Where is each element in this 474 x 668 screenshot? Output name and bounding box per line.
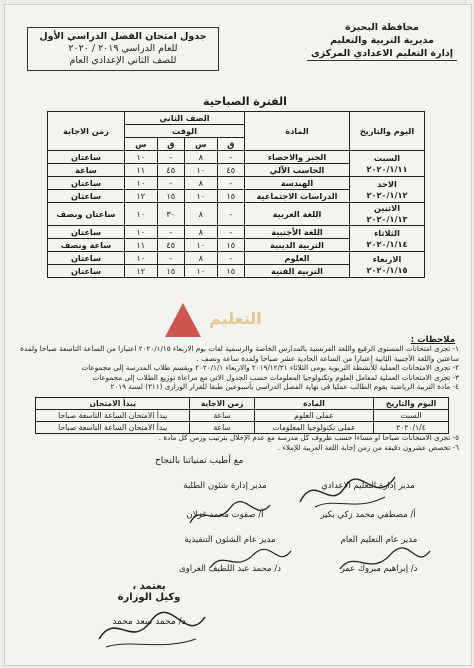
practical-duration: ساعة bbox=[190, 422, 254, 434]
signature-name: د/ إبراهيم مبروك عمر bbox=[340, 564, 418, 574]
directorate-label: مديرية التربية والتعليم bbox=[330, 35, 434, 46]
to-minute-cell: ١٥ bbox=[157, 265, 184, 278]
watermark-logo-icon bbox=[165, 303, 201, 337]
day-date-cell bbox=[350, 151, 425, 177]
signature-title: مدير إدارة التعليم الاعدادي bbox=[321, 481, 415, 491]
duration-cell: ساعتان bbox=[48, 265, 125, 278]
day-label: الاربعاء bbox=[372, 253, 402, 264]
from-hour-cell: ١٠ bbox=[185, 164, 218, 177]
to-hour-cell: ١٢ bbox=[125, 265, 158, 278]
note-item: ٣- تجرى الامتحانات العملية لمعامل العلوم وتكنولوجيا المعلومات حسب الجدول الاتي مع مراعاة توزيع الطلاب إلى مجموعات bbox=[92, 372, 459, 382]
practical-start: يبدأ الامتحان الساعة التاسعة صباحا bbox=[36, 410, 190, 422]
to-hour-cell: ١٠ bbox=[125, 177, 158, 190]
to-minute-cell: - bbox=[157, 177, 184, 190]
table-row bbox=[36, 422, 449, 434]
practical-start: يبدأ الامتحان الساعة التاسعة صباحا bbox=[36, 422, 190, 434]
to-hour-cell: ١٠ bbox=[125, 151, 158, 164]
to-minute-cell: ١٥ bbox=[157, 190, 184, 203]
table-row bbox=[36, 410, 449, 422]
from-hour-cell: ٨ bbox=[185, 203, 218, 226]
subject-cell: العلوم bbox=[245, 252, 350, 265]
duration-cell: ساعتان bbox=[48, 177, 125, 190]
table-row bbox=[48, 252, 425, 265]
to-minute-cell: - bbox=[157, 226, 184, 239]
from-minute-cell: - bbox=[217, 177, 244, 190]
date-label: ٢٠٢٠/١/١٣ bbox=[366, 214, 408, 224]
table-row bbox=[48, 151, 425, 164]
subject-cell: اللغة العربية bbox=[245, 203, 350, 226]
exam-schedule-table bbox=[47, 111, 425, 278]
day-date-cell bbox=[350, 226, 425, 252]
tail-notes bbox=[19, 433, 459, 452]
subject-cell: الحاسب الآلي bbox=[245, 164, 350, 177]
note-item: ٢- تجرى الامتحانات العملية للأنشطة التربوية يومى الثلاثاء ٢٠١٩/١٢/٣١ والاربعاء ٢٠٢٠/١/١ ويقسم طلاب المدرسة إلى مجموعات bbox=[81, 363, 459, 372]
to-hour-cell: ١٠ bbox=[125, 252, 158, 265]
from-minute-cell: ١٥ bbox=[217, 239, 244, 252]
signature-name: أ/ صفوت محمد غزلان bbox=[186, 510, 264, 520]
to-minute-cell: - bbox=[157, 252, 184, 265]
from-hour-cell: ٨ bbox=[185, 226, 218, 239]
practical-col-duration: زمن الاجابة bbox=[190, 398, 254, 410]
table-row bbox=[48, 203, 425, 226]
from-minute-cell: ١٥ bbox=[217, 265, 244, 278]
table-row bbox=[48, 177, 425, 190]
document-page bbox=[4, 4, 472, 666]
period-title: الفترة الصباحية bbox=[203, 95, 287, 108]
from-minute-cell: - bbox=[217, 226, 244, 239]
subject-cell: الهندسة bbox=[245, 177, 350, 190]
practical-subject: عملى العلوم bbox=[254, 410, 373, 422]
day-date-cell bbox=[350, 177, 425, 203]
day-label: السبت bbox=[373, 152, 401, 163]
note-item: ٤- مادة التربية الرياضية يقوم الطالب عمليا فى نهاية الفصل الدراسي بأسبوعين طبقا للقرار الوزارى (٣١١) لسنة ٢٠١٩ bbox=[110, 382, 459, 391]
duration-cell: ساعة ونصف bbox=[48, 239, 125, 252]
table-row bbox=[48, 226, 425, 239]
date-label: ٢٠٢٠/١/١٤ bbox=[366, 238, 408, 249]
day-date-cell bbox=[350, 252, 425, 278]
from-minute-cell: - bbox=[217, 252, 244, 265]
from-hour-cell: ١٠ bbox=[185, 190, 218, 203]
note-item: ٥- تجرى الامتحانات صباحا او مساءا حسب ظروف كل مدرسة مع عدم الإخلال بترتيب وزمن كل مادة . bbox=[158, 433, 459, 442]
academic-year: للعام الدراسي ٢٠١٩ / ٢٠٢٠ bbox=[68, 43, 178, 54]
col-from-m: ق bbox=[217, 138, 244, 151]
col-day-header: اليوم والتاريخ bbox=[350, 112, 425, 151]
schedule-title: جدول امتحان الفصل الدراسي الأول bbox=[39, 31, 207, 42]
to-minute-cell: ٤٥ bbox=[157, 239, 184, 252]
col-from-h: س bbox=[185, 138, 218, 151]
duration-cell: ساعتان bbox=[48, 151, 125, 164]
from-hour-cell: ٨ bbox=[185, 177, 218, 190]
col-grade-header: الصف الثاني bbox=[125, 112, 245, 125]
deputy-title: وكيل الوزارة bbox=[117, 592, 181, 603]
approval-label: يعتمد ، bbox=[132, 581, 166, 592]
schedule-header bbox=[27, 27, 219, 71]
notes-list bbox=[19, 344, 459, 392]
col-time-header: الوقت bbox=[125, 125, 245, 138]
from-minute-cell: - bbox=[217, 203, 244, 226]
handwritten-signature-icon bbox=[335, 541, 435, 581]
practical-duration: ساعة bbox=[190, 410, 254, 422]
to-minute-cell: ٤٥ bbox=[157, 164, 184, 177]
deputy-name: د/ محمد سعد محمد bbox=[112, 617, 186, 627]
watermark bbox=[145, 303, 305, 343]
from-hour-cell: ١٠ bbox=[185, 239, 218, 252]
handwritten-signature-icon bbox=[205, 543, 295, 577]
department-label: إدارة التعليم الاعدادي المركزى bbox=[307, 47, 457, 61]
day-label: الاثنين bbox=[373, 203, 401, 213]
from-hour-cell: ٨ bbox=[185, 252, 218, 265]
subject-cell: الدراسات الاجتماعية bbox=[245, 190, 350, 203]
practical-date: ٢٠٢٠/١/٤ bbox=[374, 422, 449, 434]
practical-col-date: اليوم والتاريخ bbox=[374, 398, 449, 410]
to-hour-cell: ١١ bbox=[125, 239, 158, 252]
from-minute-cell: ١٥ bbox=[217, 190, 244, 203]
practical-exams-table bbox=[35, 397, 449, 434]
from-minute-cell: ٤٥ bbox=[217, 164, 244, 177]
day-label: الثلاثاء bbox=[374, 227, 400, 238]
from-hour-cell: ٨ bbox=[185, 151, 218, 164]
notes-title: ملاحظات : bbox=[410, 335, 455, 345]
to-hour-cell: ١٠ bbox=[125, 226, 158, 239]
practical-col-subject: المادة bbox=[254, 398, 373, 410]
col-duration-header: زمن الاجابة bbox=[48, 112, 125, 151]
watermark-text: التعليم bbox=[209, 309, 262, 328]
subject-cell: الجبر والاحصاء bbox=[245, 151, 350, 164]
signature-title: مدير عام الشئون التنفيذية bbox=[184, 535, 276, 545]
col-subject-header: المادة bbox=[245, 112, 350, 151]
from-hour-cell: ١٠ bbox=[185, 265, 218, 278]
practical-subject: عملى تكنولوجيا المعلومات bbox=[254, 422, 373, 434]
to-minute-cell: ٣٠ bbox=[157, 203, 184, 226]
duration-cell: ساعة bbox=[48, 164, 125, 177]
grade-label: للصف الثاني الإعدادي العام bbox=[69, 55, 177, 66]
handwritten-signature-icon bbox=[91, 605, 211, 653]
to-hour-cell: ١٢ bbox=[125, 190, 158, 203]
date-label: ٢٠٢٠/١/١٥ bbox=[366, 264, 408, 275]
day-label: الاحد bbox=[377, 178, 397, 189]
wishes-text: مع أطيب تمنياتنا بالنجاح bbox=[155, 456, 244, 466]
duration-cell: ساعتان bbox=[48, 190, 125, 203]
date-label: ٢٠٢٠/١/١٢ bbox=[366, 189, 408, 200]
to-hour-cell: ١٠ bbox=[125, 203, 158, 226]
handwritten-signature-icon bbox=[295, 467, 405, 517]
signature-name: أ/ مصطفي محمد زكي بكير bbox=[320, 510, 416, 520]
duration-cell: ساعتان bbox=[48, 252, 125, 265]
subject-cell: التربية الفنية bbox=[245, 265, 350, 278]
duration-cell: ساعتان bbox=[48, 226, 125, 239]
from-minute-cell: - bbox=[217, 151, 244, 164]
subject-cell: اللغة الأجنبية bbox=[245, 226, 350, 239]
schedule-body bbox=[48, 151, 425, 278]
col-to-h: س bbox=[125, 138, 158, 151]
handwritten-signature-icon bbox=[185, 493, 275, 533]
subject-cell: التربية الدينية bbox=[245, 239, 350, 252]
date-label: ٢٠٢٠/١/١١ bbox=[366, 163, 408, 174]
to-minute-cell: - bbox=[157, 151, 184, 164]
day-date-cell bbox=[350, 203, 425, 226]
practical-col-start: يبدأ الامتحان bbox=[36, 398, 190, 410]
signature-name: د/ محمد عبد اللطيف الغراوى bbox=[179, 564, 281, 574]
practical-date: السبت bbox=[374, 410, 449, 422]
ministry-header bbox=[307, 21, 457, 61]
duration-cell: ساعتان ونصف bbox=[48, 203, 125, 226]
col-to-m: ق bbox=[157, 138, 184, 151]
note-item: ٦- تخصص عشرون دقيقة من زمن إجابة اللغة العربية للإملاء . bbox=[277, 442, 459, 452]
governorate-label: محافظة البحيرة bbox=[345, 22, 419, 33]
to-hour-cell: ١١ bbox=[125, 164, 158, 177]
signature-title: مدير إدارة شئون الطلبة bbox=[183, 481, 267, 491]
signature-title: مدير عام التعليم العام bbox=[340, 535, 418, 545]
note-item: ١- تجرى امتحانات المستوى الرفيع واللغة الفرنسية بالمدارس الخاصة والرسمية لغات يوم الاربعاء ٢٠٢٠/١/١٥ اعتبارا من الساعة التاسعة صباحا ولمدة ساعتين واللغة الأجنبية الثانية إعتبارا من الساعة الحادية عشر صباحا ولمدة ساعة ونصف . bbox=[20, 344, 459, 363]
